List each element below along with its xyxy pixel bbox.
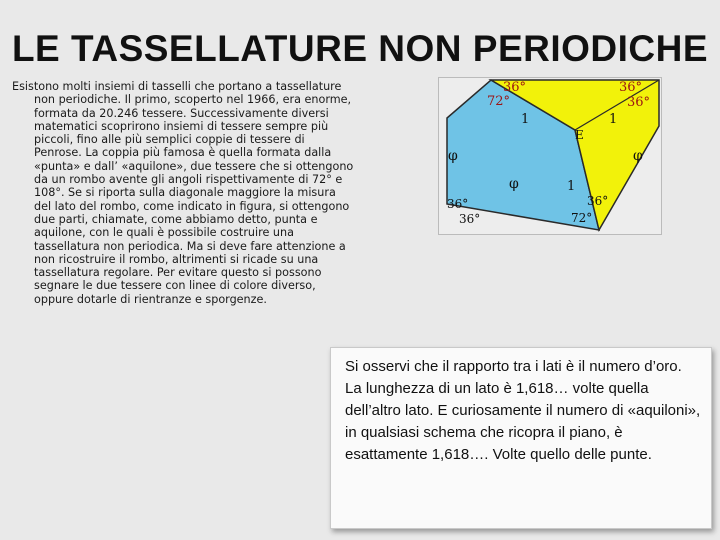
label-left-angle: 72° (487, 94, 511, 109)
golden-ratio-note-text: Si osservi che il rapporto tra i lati è il numero d’oro. La lunghezza di un lato è 1,618… volte quella dell’altro lato. E curiosamente il numero di «aquiloni», in qualsiasi schema che ricopra il piano, è esattamente 1,618…. Volte quello delle punte. (345, 358, 701, 463)
label-bottom-left-angle-a: 36° (447, 197, 469, 211)
kite-dart-figure (438, 77, 662, 235)
slide-title: LE TASSELLATURE NON PERIODICHE (11, 28, 709, 69)
label-bottom-right-angle-a: 36° (587, 194, 609, 208)
kite-dart-diagram (439, 78, 661, 234)
label-phi-center: φ (509, 176, 519, 192)
label-side-right: 1 (609, 112, 618, 127)
label-point-e: E (575, 128, 584, 142)
label-phi-right: φ (633, 148, 643, 164)
label-side-bottom: 1 (567, 179, 576, 194)
label-bottom-right-angle-b: 72° (571, 211, 593, 225)
golden-ratio-note (330, 347, 712, 529)
label-top-left-angle: 36° (503, 80, 527, 95)
label-phi-left: φ (448, 148, 458, 164)
label-side-left: 1 (521, 112, 530, 127)
label-bottom-left-angle-b: 36° (459, 212, 481, 226)
label-top-right-angle: 36° (619, 80, 643, 95)
label-right-angle: 36° (627, 95, 651, 110)
body-text: Esistono molti insiemi di tasselli che portano a tassellature non periodiche. Il primo, scoperto nel 1966, era enorme, formata da 20.246 tessere. Successivamente diversi matematici scoprirono insiemi di tessere sempre più piccoli, fino alle più semplici coppie di tessere di Penrose. La coppia più famosa è quella formata dalla «punta» e dall’ «aquilone», due tessere che si ottengono da un rombo avente gli angoli rispettivamente di 72° e 108°. Se si riporta sulla diagonale maggiore la misura del lato del rombo, come indicato in figura, si ottengono due parti, chiamate, come abbiamo detto, punta e aquilone, con le quali è possibile costruire una tassellatura non periodica. Ma si deve fare attenzione a non ricostruire il rombo, altrimenti si ricade su una tassellatura regolare. Per evitare questo si possono segnare le due tessere con linee di colore diverso, oppure dotarle di rientranze e sporgenze. (12, 80, 354, 306)
